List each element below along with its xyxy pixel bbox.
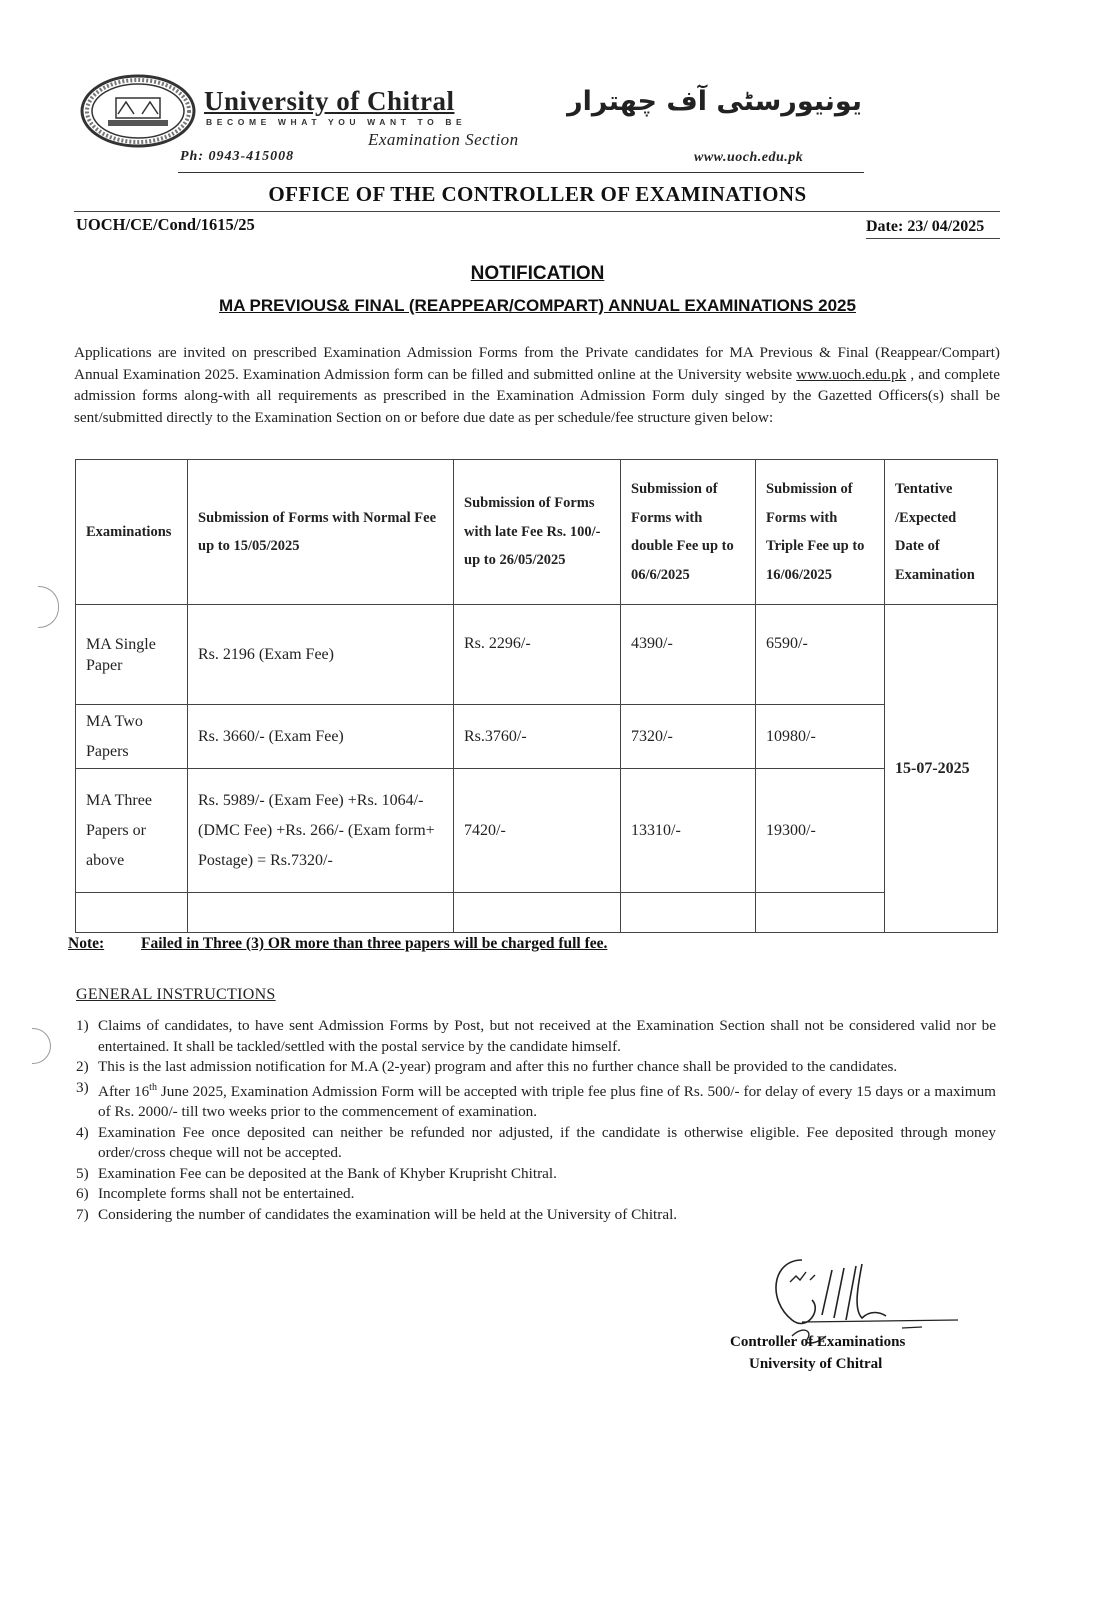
- column-header-exam-date: Tentative /Expected Date of Examination: [885, 460, 998, 605]
- table-row: [76, 605, 998, 705]
- normal-fee-cell: Rs. 5989/- (Exam Fee) +Rs. 1064/- (DMC Fee) +Rs. 266/- (Exam form+ Postage) = Rs.7320/-: [188, 769, 454, 893]
- exam-type-cell: MA Two Papers: [76, 705, 188, 769]
- exam-type-cell: MA Single Paper: [76, 605, 188, 705]
- triple-fee-cell: 6590/-: [756, 605, 885, 705]
- normal-fee-cell: Rs. 3660/- (Exam Fee): [188, 705, 454, 769]
- list-item: 3) After 16th June 2025, Examination Admission Form will be accepted with triple fee plus fine of Rs. 500/- for delay of every 15 days or a maximum of Rs. 2000/- till two weeks prior to the commencement of examination.: [76, 1078, 996, 1121]
- double-fee-cell: 7320/-: [621, 705, 756, 769]
- controller-title: Controller of Examinations: [730, 1334, 906, 1350]
- list-item: 6) Incomplete forms shall not be entertained.: [76, 1185, 355, 1203]
- note-label: Note:: [68, 935, 105, 952]
- column-header-double-fee: Submission of Forms with double Fee up to 06/6/2025: [621, 460, 756, 605]
- general-instructions-title: GENERAL INSTRUCTIONS: [76, 986, 276, 1003]
- letterhead-divider: [178, 172, 864, 173]
- column-header-normal-fee: Submission of Forms with Normal Fee up to 15/05/2025: [188, 460, 454, 605]
- exam-date-cell: 15-07-2025: [885, 605, 998, 933]
- intro-text-1: Applications are invited on prescribed Examination Admission Forms from the Private candidates for MA Previous & Final (Reappear/Compart) Annual Examination 2025. Examination Admission form can be filled and submitted online at the University website: [74, 344, 1000, 383]
- late-fee-cell: 7420/-: [454, 769, 621, 893]
- reference-divider: [74, 211, 1000, 212]
- fee-schedule-table: [75, 459, 998, 933]
- table-row: [76, 769, 998, 893]
- reference-number: UOCH/CE/Cond/1615/25: [76, 215, 255, 234]
- university-name-urdu: یونیورسٹی آف چھترار: [567, 86, 862, 117]
- column-header-late-fee: Submission of Forms with late Fee Rs. 100/- up to 26/05/2025: [454, 460, 621, 605]
- list-item: 7) Considering the number of candidates the examination will be held at the University of Chitral.: [76, 1205, 678, 1223]
- phone-number: Ph: 0943-415008: [180, 149, 295, 164]
- list-item: 1) Claims of candidates, to have sent Admission Forms by Post, but not received at the Examination Section shall not be considered valid nor be entertained. It shall be tackled/settled with the postal service by the candidate himself.: [76, 1017, 996, 1055]
- intro-text-2: , and complete admission forms along-with all requirements as prescribed in the Examination Admission Form duly singed by the Gazetted Officers(s) shall be sent/submitted directly to the Examination Section on or before due date as per schedule/fee structure given below:: [74, 365, 1000, 426]
- university-motto: BECOME WHAT YOU WANT TO BE: [206, 117, 467, 127]
- table-row-empty: [76, 893, 998, 933]
- triple-fee-cell: 19300/-: [756, 769, 885, 893]
- double-fee-cell: 4390/-: [621, 605, 756, 705]
- double-fee-cell: 13310/-: [621, 769, 756, 893]
- list-item: 2) This is the last admission notification for M.A (2-year) program and after this no further chance shall be provided to the candidates.: [76, 1058, 898, 1075]
- university-name: University of Chitral: [204, 86, 455, 116]
- punch-hole-mark: [38, 586, 59, 628]
- intro-paragraph: [74, 342, 1000, 428]
- university-website-link[interactable]: www.uoch.edu.pk: [796, 365, 907, 383]
- list-item: 4) Examination Fee once deposited can neither be refunded nor adjusted, if the candidate is otherwise eligible. Fee deposited through money order/cross cheque will not be accepted.: [76, 1123, 996, 1162]
- late-fee-cell: Rs.3760/-: [454, 705, 621, 769]
- office-title: OFFICE OF THE CONTROLLER OF EXAMINATIONS: [268, 182, 807, 206]
- controller-university: University of Chitral: [749, 1356, 883, 1372]
- date-underline: [866, 238, 1000, 239]
- exam-title: MA PREVIOUS& FINAL (REAPPEAR/COMPART) ANNUAL EXAMINATIONS 2025: [219, 296, 856, 315]
- triple-fee-cell: 10980/-: [756, 705, 885, 769]
- late-fee-cell: Rs. 2296/-: [454, 605, 621, 705]
- list-item: 5) Examination Fee can be deposited at the Bank of Khyber Kruprisht Chitral.: [76, 1164, 557, 1182]
- note-text: Failed in Three (3) OR more than three papers will be charged full fee.: [141, 935, 608, 952]
- notification-title: NOTIFICATION: [470, 263, 605, 284]
- university-seal-logo: [80, 74, 196, 148]
- table-row: [76, 705, 998, 769]
- column-header-examinations: Examinations: [76, 460, 188, 605]
- table-header-row: [76, 460, 998, 605]
- normal-fee-cell: Rs. 2196 (Exam Fee): [188, 605, 454, 705]
- general-instructions-list: [76, 1016, 996, 1225]
- punch-hole-mark: [32, 1028, 51, 1064]
- exam-type-cell: MA Three Papers or above: [76, 769, 188, 893]
- column-header-triple-fee: Submission of Forms with Triple Fee up to 16/06/2025: [756, 460, 885, 605]
- letterhead-website: www.uoch.edu.pk: [694, 150, 804, 165]
- examination-section-label: Examination Section: [368, 130, 519, 149]
- notice-date: Date: 23/ 04/2025: [866, 218, 985, 235]
